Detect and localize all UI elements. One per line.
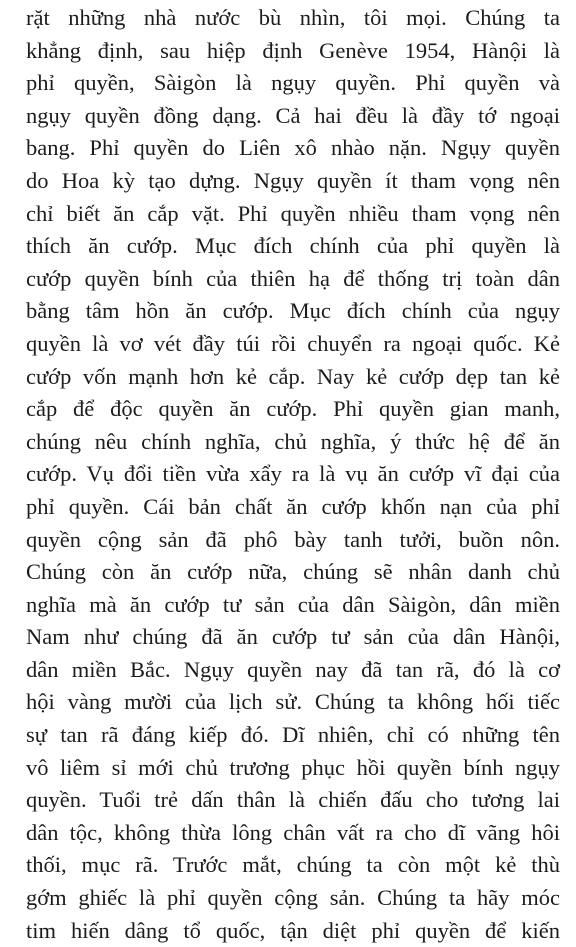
text-line: chỉ biết ăn cắp vặt. Phỉ quyền nhiều tham vọng nên xyxy=(26,200,560,226)
text-line: phỉ quyền. Cái bản chất ăn cướp khốn nạn của phỉ xyxy=(26,493,560,519)
text-line: quyền là vơ vét đầy túi rồi chuyển ra ngoại quốc. Kẻ xyxy=(26,330,560,356)
text-line: hội vàng mười của lịch sử. Chúng ta không hối tiếc xyxy=(26,689,560,715)
text-line: Nam như chúng đã ăn cướp tư sản của dân Hànội, xyxy=(26,624,560,650)
text-line: thối, mục rã. Trước mắt, chúng ta còn một kẻ thù xyxy=(26,852,560,878)
text-line: dân tộc, không thừa lông chân vất ra cho dĩ vãng hôi xyxy=(26,819,560,845)
text-line: rặt những nhà nước bù nhìn, tôi mọi. Chúng ta xyxy=(26,5,560,30)
body-text xyxy=(26,0,560,947)
document-page xyxy=(26,0,560,943)
text-line: Chúng còn ăn cướp nữa, chúng sẽ nhân danh chủ xyxy=(26,559,560,585)
text-line: gớm ghiếc là phỉ quyền cộng sản. Chúng ta hãy móc xyxy=(26,885,560,911)
text-line: quyền. Tuổi trẻ dấn thân là chiến đấu cho tương lai xyxy=(26,787,560,813)
text-line: nghĩa mà ăn cướp tư sản của dân Sàigòn, dân miền xyxy=(26,591,560,617)
text-line: phỉ quyền, Sàigòn là ngụy quyền. Phỉ quyền và xyxy=(26,70,560,96)
text-line: sự tan rã đáng kiếp đó. Dĩ nhiên, chỉ có những tên xyxy=(26,722,560,748)
text-line: cắp để độc quyền ăn cướp. Phỉ quyền gian manh, xyxy=(26,396,560,422)
text-line: thích ăn cướp. Mục đích chính của phỉ quyền là xyxy=(26,233,560,259)
text-line: do Hoa kỳ tạo dựng. Ngụy quyền ít tham vọng nên xyxy=(26,167,560,193)
text-line: cướp quyền bính của thiên hạ để thống trị toàn dân xyxy=(26,265,560,291)
text-line: khẳng định, sau hiệp định Genève 1954, Hànội là xyxy=(26,37,560,63)
text-line: dân miền Bắc. Ngụy quyền nay đã tan rã, đó là cơ xyxy=(26,656,560,682)
text-line: bằng tâm hồn ăn cướp. Mục đích chính của ngụy xyxy=(26,298,560,324)
text-line: quyền cộng sản đã phô bày tanh tưởi, buồn nôn. xyxy=(26,526,560,552)
text-line: tim hiến dâng tổ quốc, tận diệt phỉ quyền để kiến xyxy=(26,917,560,943)
text-line: chúng nêu chính nghĩa, chủ nghĩa, ý thức hệ để ăn xyxy=(26,428,560,454)
text-line: vô liêm sỉ mới chủ trương phục hồi quyền bính ngụy xyxy=(26,754,560,780)
text-line: cướp vốn mạnh hơn kẻ cắp. Nay kẻ cướp dẹp tan kẻ xyxy=(26,363,560,389)
text-line: cướp. Vụ đổi tiền vừa xẩy ra là vụ ăn cướp vĩ đại của xyxy=(26,461,560,487)
text-line: ngụy quyền đồng dạng. Cả hai đều là đầy tớ ngoại xyxy=(26,102,560,128)
text-line: bang. Phỉ quyền do Liên xô nhào nặn. Ngụy quyền xyxy=(26,135,560,161)
